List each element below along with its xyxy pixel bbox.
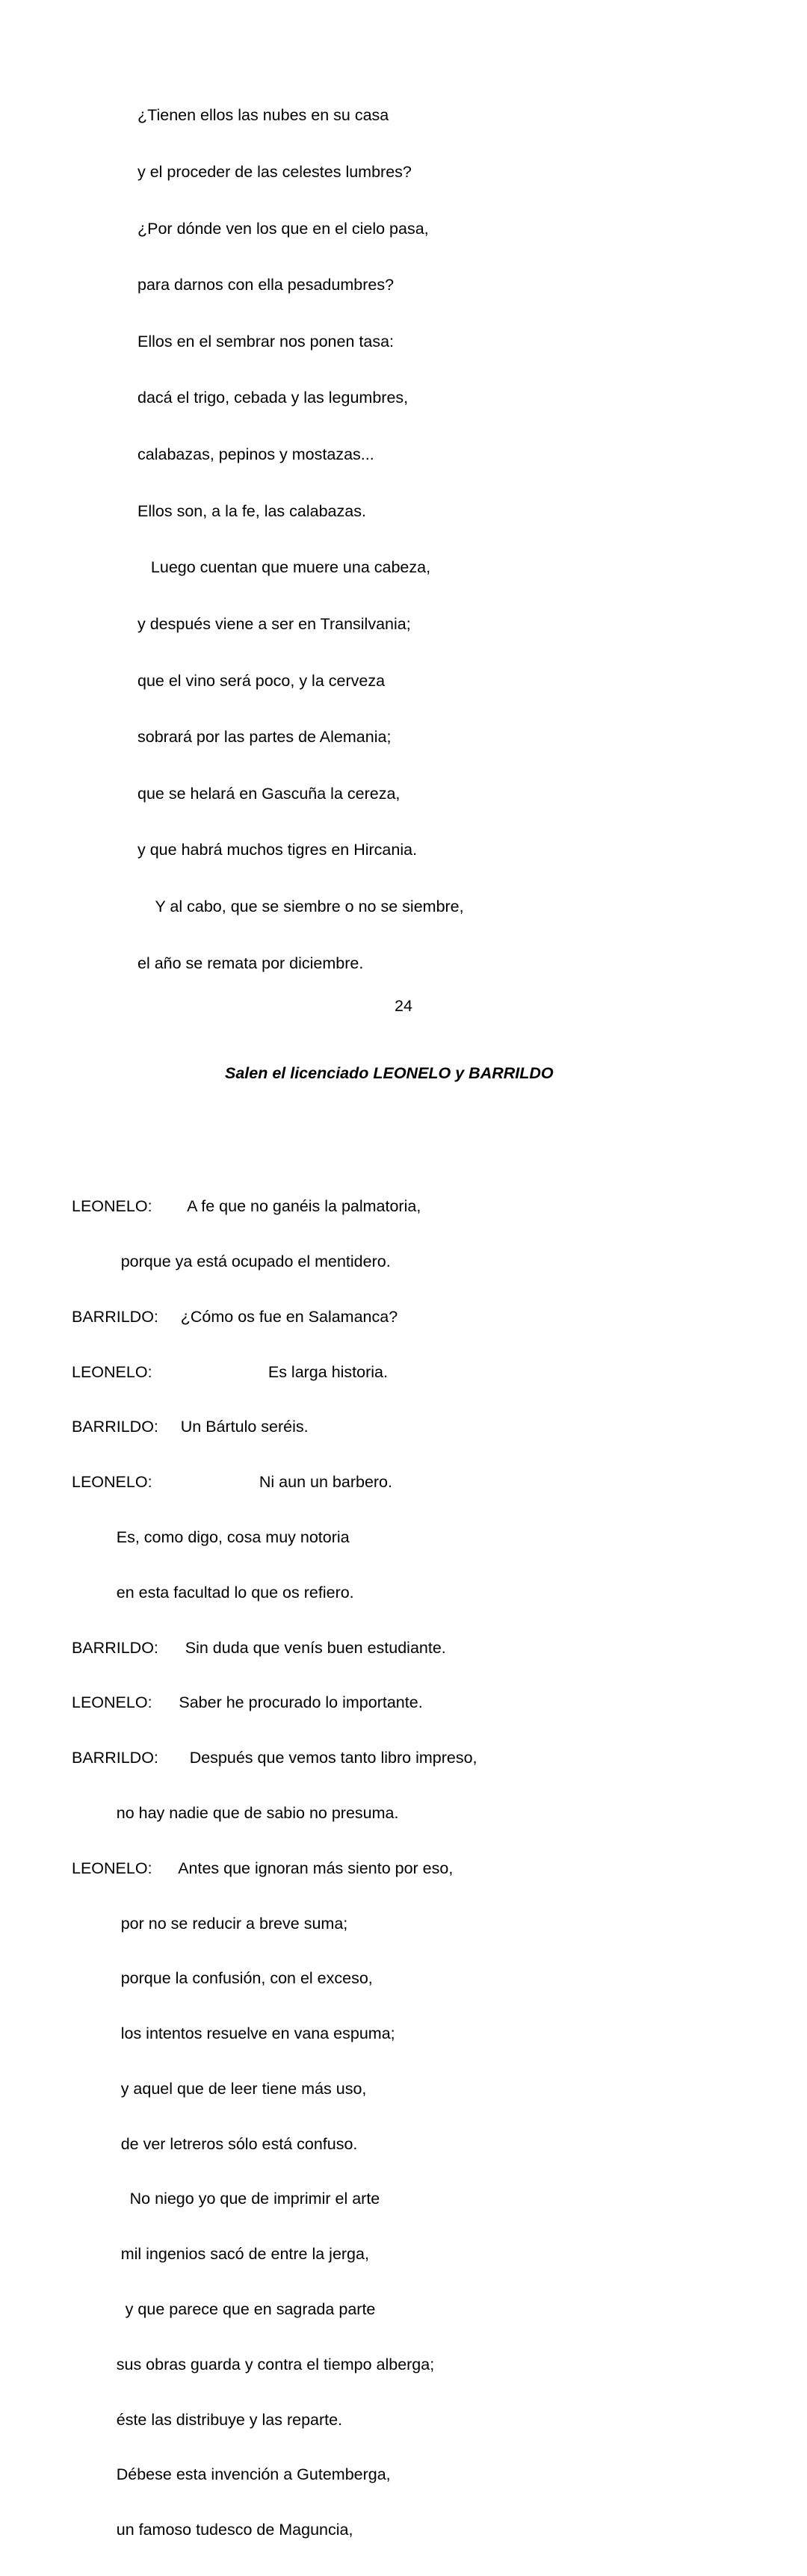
dialogue-line: LEONELO: Antes que ignoran más siento por eso, — [72, 1859, 454, 1877]
dialogue-line: éste las distribuye y las reparte. — [72, 2410, 343, 2429]
dialogue-block — [72, 1161, 744, 2576]
verse-line: que el vino será poco, y la cerveza — [137, 671, 386, 690]
stage-direction: Salen el licenciado LEONELO y BARRILDO — [225, 1064, 554, 1083]
dialogue-line: LEONELO: Ni aun un barbero. — [72, 1473, 392, 1492]
verse-line: el año se remata por diciembre. — [137, 954, 364, 972]
verse-line: Ellos en el sembrar nos ponen tasa: — [137, 332, 395, 350]
verse-line: y que habrá muchos tigres en Hircania. — [137, 841, 418, 859]
verse-line: Y al cabo, que se siembre o no se siembre, — [137, 897, 464, 915]
verse-line: que se helará en Gascuña la cereza, — [137, 784, 401, 803]
dialogue-line: BARRILDO: Después que vemos tanto libro impreso, — [72, 1749, 477, 1767]
verse-line: y el proceder de las celestes lumbres? — [137, 163, 412, 182]
verse-line: calabazas, pepinos y mostazas... — [137, 445, 374, 464]
dialogue-line: por no se reducir a breve suma; — [72, 1914, 348, 1933]
dialogue-line: mil ingenios sacó de entre la jerga, — [72, 2245, 369, 2264]
dialogue-line: sus obras guarda y contra el tiempo alberga; — [72, 2355, 435, 2373]
dialogue-line: no hay nadie que de sabio no presuma. — [72, 1803, 399, 1822]
dialogue-line: un famoso tudesco de Maguncia, — [72, 2521, 353, 2539]
dialogue-line: Es, como digo, cosa muy notoria — [72, 1528, 350, 1547]
dialogue-line: LEONELO: Saber he procurado lo importante. — [72, 1693, 423, 1712]
verse-line: dacá el trigo, cebada y las legumbres, — [137, 389, 409, 407]
dialogue-line: en esta facultad lo que os refiero. — [72, 1583, 354, 1601]
dialogue-line: BARRILDO: ¿Cómo os fue en Salamanca? — [72, 1307, 398, 1326]
verse-line: sobrará por las partes de Alemania; — [137, 728, 392, 747]
dialogue-line: Débese esta invención a Gutemberga, — [72, 2465, 391, 2484]
verse-line: Luego cuentan que muere una cabeza, — [137, 558, 431, 577]
dialogue-line: porque ya está ocupado el mentidero. — [72, 1253, 391, 1271]
verse-block — [137, 69, 744, 1010]
dialogue-line: LEONELO: Es larga historia. — [72, 1362, 388, 1381]
verse-line: Ellos son, a la fe, las calabazas. — [137, 501, 366, 520]
dialogue-line: y que parece que en sagrada parte — [72, 2299, 376, 2318]
dialogue-line: porque la confusión, con el exceso, — [72, 1969, 373, 1988]
dialogue-line: No niego yo que de imprimir el arte — [72, 2190, 380, 2208]
page-number: 24 — [395, 997, 412, 1015]
verse-line: y después viene a ser en Transilvania; — [137, 614, 411, 633]
dialogue-line: y aquel que de leer tiene más uso, — [72, 2079, 367, 2098]
dialogue-line: BARRILDO: Un Bártulo seréis. — [72, 1418, 309, 1436]
dialogue-line: BARRILDO: Sin duda que venís buen estudiante. — [72, 1638, 446, 1657]
page-content — [72, 69, 744, 2576]
dialogue-line: de ver letreros sólo está confuso. — [72, 2134, 358, 2153]
verse-line: ¿Por dónde ven los que en el cielo pasa, — [137, 219, 429, 238]
verse-line: para darnos con ella pesadumbres? — [137, 276, 395, 294]
dialogue-line: LEONELO: A fe que no ganéis la palmatoria, — [72, 1197, 421, 1216]
dialogue-line: los intentos resuelve en vana espuma; — [72, 2024, 395, 2043]
verse-line: ¿Tienen ellos las nubes en su casa — [137, 106, 389, 125]
